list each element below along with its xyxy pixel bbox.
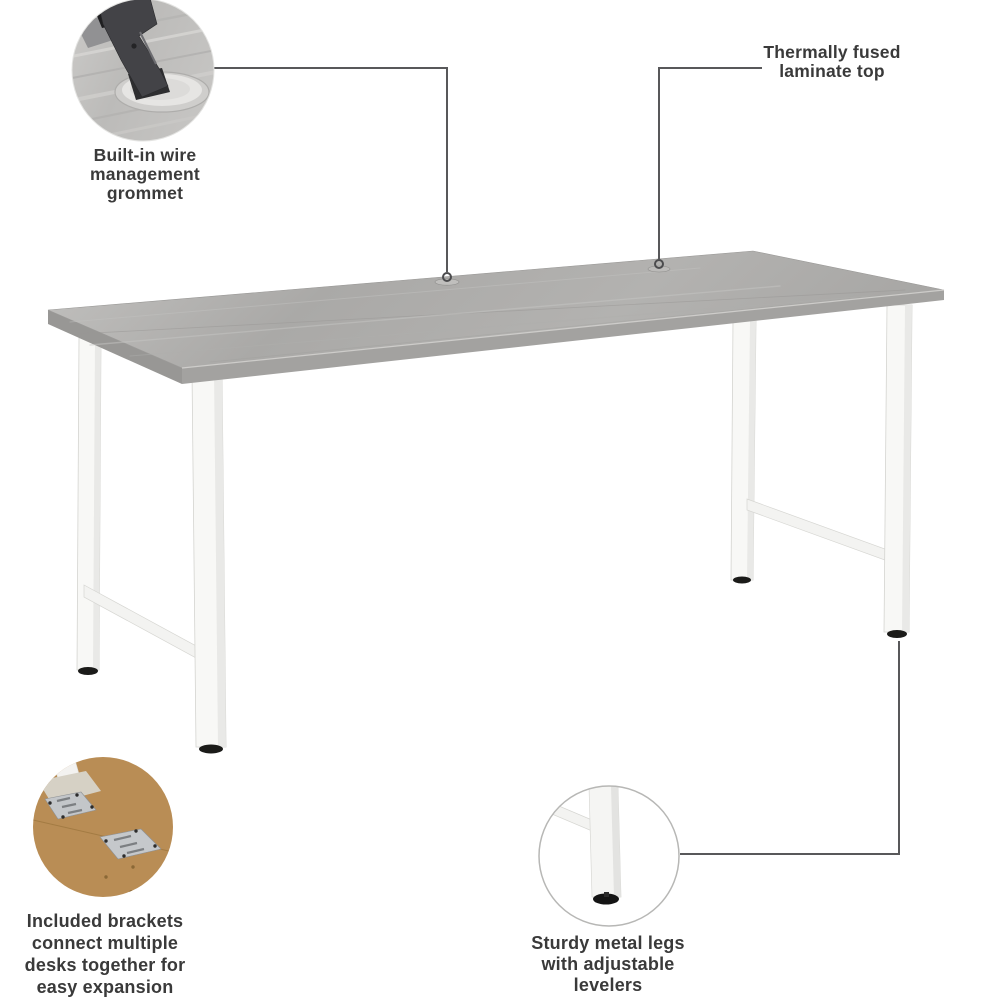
leveler-foot [78,667,98,675]
leveler-foot [733,577,751,584]
pilot-hole [104,875,107,878]
callout-connectors [214,68,899,854]
label-line: laminate top [779,61,885,81]
metal-legs-label [518,933,698,996]
brackets-label [10,910,200,998]
desk-leg-front-left [192,372,226,754]
wire-grommet-label [55,146,235,203]
connector-line-legs [680,641,899,854]
leg-inset-circle [539,786,679,926]
right-stretcher-bar [747,499,896,564]
label-line: Built-in wire [93,145,197,165]
desk-leg-front-right [884,305,912,638]
label-line: Thermally fused [763,42,901,62]
connector-line-grommet [214,68,447,272]
laminate-top-label [742,43,922,81]
desk-leg-back-right [731,320,756,584]
label-line: easy expansion [36,977,174,997]
label-line: Included brackets [26,911,184,931]
left-stretcher-bar [84,585,198,659]
grommet-inset-circle [60,0,230,156]
leveler-foot [887,630,907,638]
label-line: levelers [573,975,643,995]
leveler-stem [604,892,609,897]
connector-line-laminate [659,68,762,259]
brackets-inset-circle [30,753,178,902]
desk-leg-back-left [77,338,101,675]
pilot-hole [129,890,132,893]
pilot-hole [131,865,134,868]
leveler-foot [199,745,223,754]
label-line: Sturdy metal legs [531,933,685,953]
label-line: grommet [106,183,184,203]
desk [48,251,944,754]
label-line: connect multiple [31,933,179,953]
label-line: management [90,164,200,184]
label-line: with adjustable [541,954,675,974]
label-line: desks together for [24,955,186,975]
